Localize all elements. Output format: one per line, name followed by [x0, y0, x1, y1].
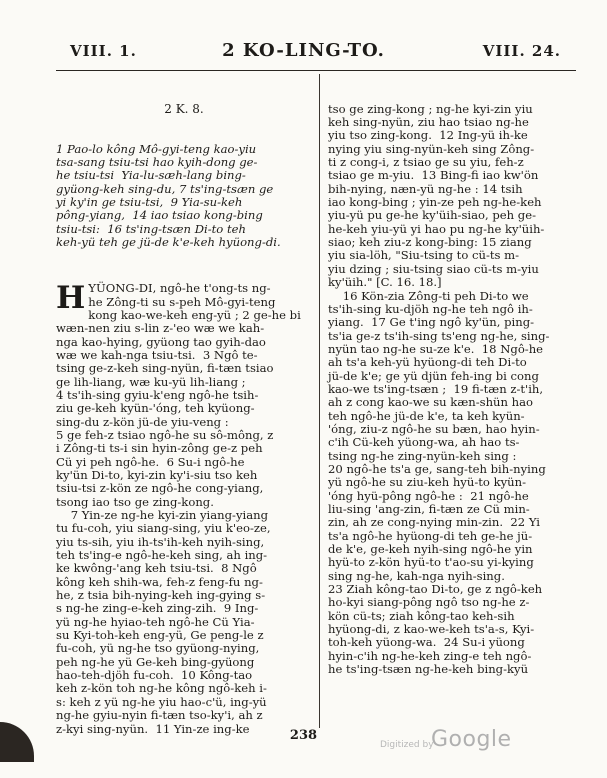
- text-line: i Zông-ti ts-i sin hyin-zông ge-z peh: [56, 441, 263, 456]
- text-line: pông-yiang, 14 iao tsiao kong-bing: [56, 208, 263, 223]
- text-line: he, z tsia bih-nying-keh ing-gying s-: [56, 588, 266, 603]
- text-line: tsing ng-he zing-nyün-keh sing :: [328, 448, 517, 463]
- text-line: zin, ah ze cong-nying min-zin. 22 Yi: [328, 515, 540, 530]
- text-line: keh-yü teh ge jü-de k'e-keh hyüong-di.: [56, 235, 281, 250]
- text-line: sing ng-he, kah-nga nyih-sing.: [328, 568, 505, 583]
- text-line: ng-he gyiu-nyin fi-tæn tso-ky'i, ah z: [56, 708, 263, 723]
- text-line: 'óng hyü-pông ngô-he : 21 ngô-he: [328, 488, 529, 503]
- text-line: kông keh shih-wa, feh-z feng-fu ng-: [56, 574, 263, 589]
- text-line: iao kong-bing ; yin-ze peh ng-he-keh: [328, 195, 542, 210]
- text-line: su Kyi-toh-keh eng-yü, Ge peng-le z: [56, 628, 264, 643]
- header-rule: [56, 70, 576, 71]
- text-line: hyüong-di, z kao-we-keh ts'a-s, Kyi-: [328, 622, 535, 637]
- column-divider: [319, 74, 320, 728]
- text-line: yiu tso zing-kong. 12 Ing-yü ih-ke: [328, 128, 528, 143]
- header-chapter-start: VIII. 1.: [70, 42, 137, 60]
- text-line: yiu sia-löh, "Siu-tsing to cü-ts m-: [328, 248, 520, 263]
- text-line: tsiu-tsi: 16 ts'ing-tsæn Di-to teh: [56, 221, 246, 236]
- text-line: peh ng-he yü Ge-keh bing-gyüong: [56, 654, 255, 669]
- text-line: ah z cong kao-we su kæn-shün hao: [328, 395, 534, 410]
- text-line: 20 ngô-he ts'a ge, sang-teh bih-nying: [328, 461, 546, 476]
- text-line: keh sing-nyün, ziu hao tsiao ng-he: [328, 115, 529, 130]
- text-line: hyü-to z-kön hyü-to t'ao-su yi-kying: [328, 555, 534, 570]
- text-line: de k'e, ge-keh nyih-sing ngô-he yin: [328, 542, 533, 557]
- text-line: gyüong-keh sing-du, 7 ts'ing-tsæn ge: [56, 181, 274, 196]
- text-line: yi ky'in ge tsiu-tsi, 9 Yia-su-keh: [56, 195, 243, 210]
- text-line-content: YÜONG-DI, ngô-he t'ong-ts ng-: [88, 281, 271, 296]
- text-line: ti z cong-i, z tsiao ge su yiu, feh-z: [328, 155, 524, 170]
- text-line: s: keh z yü ng-he yiu hao-c'ü, ing-yü: [56, 694, 267, 709]
- chapter-summary: [56, 143, 312, 250]
- text-line: 4 ts'ih-sing gyiu-k'eng ngô-he tsih-: [56, 387, 259, 402]
- text-line: teh ts'ing-e ngô-he-keh sing, ah ing-: [56, 548, 268, 563]
- right-body-text: [328, 103, 578, 677]
- drop-cap: H: [56, 280, 86, 317]
- chapter-reference: 2 K. 8.: [164, 101, 204, 116]
- text-line: yiu ts-sih, yiu ih-ts'ih-keh nyih-sing,: [56, 534, 265, 549]
- header-chapter-end: VIII. 24.: [482, 42, 561, 60]
- page-header: [0, 42, 607, 66]
- text-line: bih-nying, næn-yü ng-he : 14 tsih: [328, 181, 523, 196]
- google-watermark: Google: [431, 727, 512, 752]
- text-line: siao; keh ziu-z kong-bing: 15 ziang: [328, 235, 532, 250]
- text-line: s ng-he zing-e-keh zing-zih. 9 Ing-: [56, 601, 259, 616]
- text-line: ho-kyi siang-pông ngô tso ng-he z-: [328, 595, 530, 610]
- text-line: nyün tao ng-he su-ze k'e. 18 Ngô-he: [328, 341, 544, 356]
- text-line: yiang. 17 Ge t'ing ngô ky'ün, ping-: [328, 315, 535, 330]
- text-line: kao-we ts'ing-tsæn ; 19 fi-tæn z-t'ih,: [328, 381, 544, 396]
- text-line: liu-sing 'ang-zin, fi-tæn ze Cü min-: [328, 502, 530, 516]
- header-book-title: 2 KO-LING-TO.: [222, 40, 385, 61]
- text-line: fu-coh, yü ng-he tso gyüong-nying,: [56, 641, 260, 656]
- text-line: tsa-sang tsiu-tsi hao kyih-dong ge-: [56, 155, 258, 170]
- text-line: ts'a ngô-he hyüong-di teh ge-he jü-: [328, 528, 533, 543]
- text-line: ky'üih." [C. 16. 18.]: [328, 275, 442, 290]
- text-line: ky'ün Di-to, kyi-zin ky'i-siu tso keh: [56, 467, 258, 482]
- text-line: 16 Kön-zia Zông-ti peh Di-to we: [328, 288, 529, 303]
- text-line: nga kao-hying, gyüong tao gyih-dao: [56, 334, 266, 349]
- text-line: c'ih Cü-keh yüong-wa, ah hao ts-: [328, 435, 520, 450]
- text-line: 'óng, ziu-z ngô-he su bæn, hao hyin-: [328, 421, 540, 436]
- text-line: nying yiu sing-nyün-keh sing Zông-: [328, 141, 535, 156]
- text-line: teh ngô-he jü-de k'e, ta keh kyün-: [328, 408, 525, 423]
- text-line: jü-de k'e; ge yü djün feh-ing bi cong: [328, 368, 539, 383]
- digitized-by-label: Digitized by: [380, 740, 434, 750]
- text-line: 23 Ziah kông-tao Di-to, ge z ngô-keh: [328, 582, 543, 597]
- text-line: Cü yi peh ngô-he. 6 Su-i ngô-he: [56, 454, 245, 469]
- text-line: kong kao-we-keh eng-yü ; 2 ge-he bi: [88, 307, 301, 322]
- text-line: ziu ge-keh kyün-'óng, teh kyüong-: [56, 401, 255, 416]
- page-number: 238: [289, 728, 318, 743]
- text-line: keh z-kön toh ng-he kông ngô-keh i-: [56, 681, 267, 696]
- text-line: wæ we kah-nga tsiu-tsi. 3 Ngô te-: [56, 347, 258, 362]
- text-line: 7 Yin-ze ng-he kyi-zin yiang-yiang: [56, 508, 269, 522]
- text-line: he-keh yiu-yü yi hao pu ng-he ky'üih-: [328, 221, 545, 236]
- text-line: tsiu-tsi z-kön ze ngô-he cong-yiang,: [56, 481, 264, 496]
- text-line: tsiao ge m-yiu. 13 Bing-fi iao kw'ön: [328, 168, 539, 183]
- text-line: ah ts'a keh-yü hyüong-di teh Di-to: [328, 355, 527, 370]
- text-line: ge lih-liang, wæ ku-yü lih-liang ;: [56, 374, 246, 389]
- left-body-text: [56, 282, 312, 736]
- text-line: he ts'ing-tsæn ng-he-keh bing-kyü: [328, 662, 529, 677]
- text-line: hyin-c'ih ng-he-keh zing-e teh ngô-: [328, 648, 532, 663]
- text-line: kön cü-ts; ziah kông-tao keh-sih: [328, 608, 515, 623]
- text-line: tsing ge-z-keh sing-nyün, fi-tæn tsiao: [56, 361, 274, 376]
- text-line: yiu-yü pu ge-he ky'üih-siao, peh ge-: [328, 208, 537, 223]
- text-line: toh-keh yüong-wa. 24 Su-i yüong: [328, 635, 525, 650]
- text-line: wæn-nen ziu s-lin z-'eo wæ we kah-: [56, 321, 265, 336]
- text-line: he tsiu-tsi Yia-lu-sæh-lang bing-: [56, 168, 246, 183]
- text-line: ts'ia ge-z ts'ih-sing ts'eng ng-he, sing-: [328, 328, 550, 343]
- text-line: he Zông-ti su s-peh Mô-gyi-teng: [88, 294, 276, 309]
- text-line: sing-du z-kön jü-de yiu-veng :: [56, 414, 229, 429]
- text-line: tsong iao tso ge zing-kong.: [56, 494, 214, 509]
- text-line: yü ng-he hyiao-teh ngô-he Cü Yia-: [56, 614, 255, 629]
- text-line: tu fu-coh, yiu siang-sing, yiu k'eo-ze,: [56, 521, 271, 536]
- text-line: ke kwông-'ang keh tsiu-tsi. 8 Ngô: [56, 561, 257, 576]
- text-line: yü ngô-he su ziu-keh hyü-to kyün-: [328, 475, 526, 490]
- text-line: z-kyi sing-nyün. 11 Yin-ze ing-ke: [56, 721, 250, 736]
- text-line: tso ge zing-kong ; ng-he kyi-zin yiu: [328, 101, 533, 116]
- right-column: [328, 76, 578, 690]
- text-line: hao-teh-djöh fu-coh. 10 Kông-tao: [56, 668, 253, 683]
- left-column: [56, 76, 312, 749]
- text-line: ts'ih-sing ku-djöh ng-he teh ngô ih-: [328, 301, 533, 316]
- text-line: 1 Pao-lo kông Mô-gyi-teng kao-yiu: [56, 141, 257, 156]
- text-line: 5 ge feh-z tsiao ngô-he su sô-mông, z: [56, 427, 274, 442]
- text-line: yiu dzing ; siu-tsing siao cü-ts m-yiu: [328, 261, 539, 276]
